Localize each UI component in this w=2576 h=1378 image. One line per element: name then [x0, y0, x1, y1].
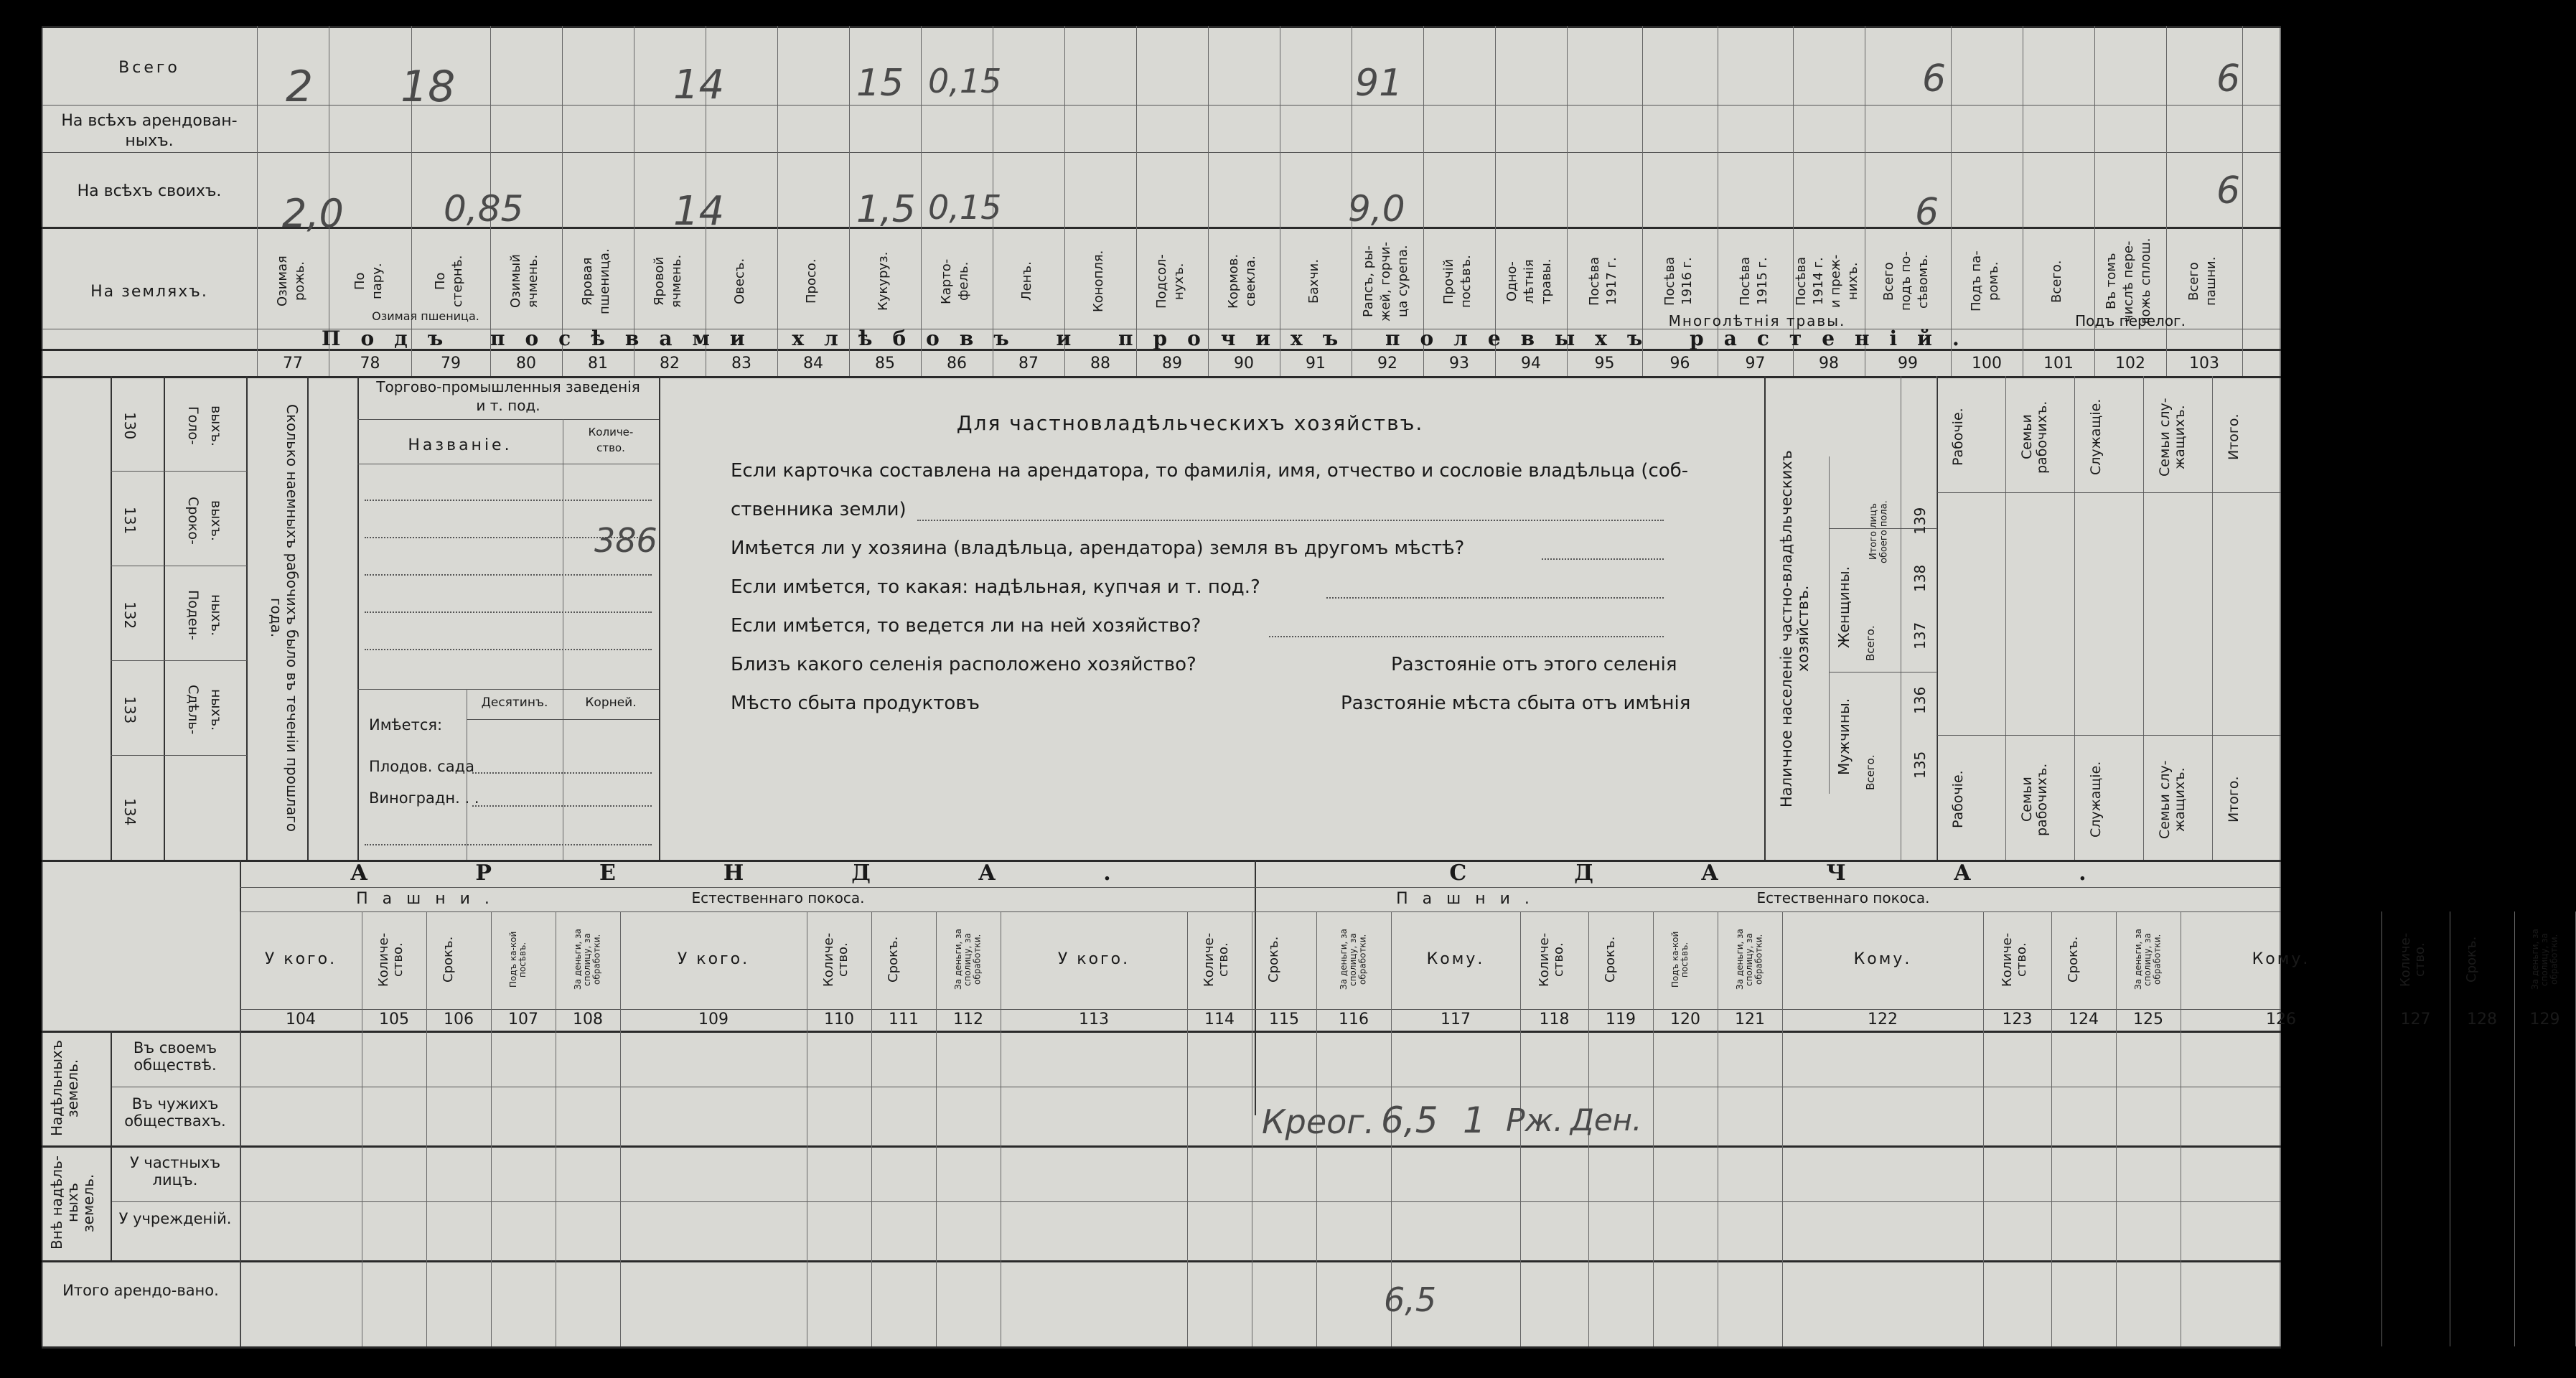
column-rule [1782, 911, 1783, 1346]
dotted-line [472, 805, 652, 807]
lease-col-116-num: 116 [1339, 1011, 1369, 1028]
column-rule [921, 26, 922, 376]
rule [240, 887, 2281, 888]
crop-col-81-label: Яровая [580, 257, 595, 306]
lease-col-121-num: 121 [1735, 1011, 1765, 1028]
crop-col-81-num: 81 [588, 355, 608, 372]
q1: Если карточка составлена на арендатора, то фамилiя, имя, отчество и сословiе владѣльца (соб- [731, 460, 1689, 482]
lease-col-122-label: Кому. [1853, 950, 1912, 968]
rule [1936, 492, 2281, 493]
col-133-label-1: Сдѣль- [184, 685, 201, 735]
column-rule [257, 26, 258, 376]
hand-svoikh-79: 0,85 [444, 188, 524, 230]
hand-total: 6,5 [1384, 1280, 1437, 1319]
row-itogo: Итого арендо-вано. [62, 1282, 219, 1299]
column-rule [1983, 911, 1984, 1346]
crop-col-89-label: нухъ. [1171, 263, 1186, 300]
pop-right-col-0-bottom: Рабочiе. [1950, 770, 1966, 829]
rule [357, 419, 659, 420]
crop-col-92-num: 92 [1377, 355, 1397, 372]
crop-col-82-label: ячмень. [669, 254, 684, 309]
hand-svoikh-82: 14 [673, 188, 725, 235]
crop-col-102-num: 102 [2115, 355, 2145, 372]
crop-col-95-num: 95 [1594, 355, 1615, 372]
hand-trade: 386 [594, 521, 657, 560]
hand-vsego-82: 14 [673, 62, 725, 108]
col-133-label-2: ныхъ. [207, 688, 224, 731]
column-rule [2143, 376, 2144, 860]
lease-col-128-num: 128 [2467, 1011, 2497, 1028]
women-vsego: Всего. [1864, 625, 1877, 661]
crop-col-99-num: 99 [1898, 355, 1918, 372]
hand-svoikh-85: 1,5 [856, 188, 916, 231]
men-label: Мужчины. [1835, 698, 1853, 775]
pop-right-col-0-top: Рабочiе. [1950, 408, 1966, 467]
crop-col-90-label: свекла. [1243, 256, 1258, 307]
crop-col-96-label: 1916 г. [1679, 257, 1695, 306]
lease-col-125-num: 125 [2133, 1011, 2163, 1028]
crop-col-80-label: Озимый [508, 254, 523, 309]
lease-col-127-label: Количе-ство. [2397, 932, 2427, 987]
workers-title: Сколько наемныхъ рабочихъ было въ теченiи прошлаго года. [268, 403, 301, 833]
itogo-obshego: Итого лицъ обоего пола. [1868, 500, 1890, 563]
row-u-chastnykh: У частныхъ лицъ. [129, 1154, 221, 1189]
column-rule [871, 911, 872, 1346]
lease-col-107-num: 107 [508, 1011, 538, 1028]
crop-col-98-label: 1914 г. [1811, 257, 1826, 306]
hand-vsego-86: 0,15 [928, 62, 1002, 100]
lease-col-114-num: 114 [1204, 1011, 1235, 1028]
hand-srok: 1 [1463, 1100, 1486, 1141]
column-rule [936, 911, 937, 1346]
crop-col-93-label: посѣвъ. [1458, 255, 1474, 308]
lease-col-106-label: Срокъ. [441, 936, 456, 983]
garden-label: Плодов. сада [369, 758, 474, 775]
row-v-chuzhikh: Въ чужихъ обществахъ. [124, 1095, 226, 1130]
lease-col-108-num: 108 [573, 1011, 603, 1028]
lease-col-119-label: Срокъ. [1603, 936, 1618, 983]
lease-col-116-label: За деньги, за сполицу, за обработки. [1339, 929, 1368, 990]
trade-qty-header-2: ство. [596, 441, 625, 454]
hand-vsego-78: 18 [401, 62, 456, 112]
col-130-label-2: выхъ. [207, 405, 224, 446]
crop-col-94-label: травы. [1539, 258, 1554, 304]
rule [111, 755, 247, 756]
lease-col-112-label: За деньги, за сполицу, за обработки. [953, 929, 983, 990]
mnogoletnie-label: Многолѣтнiя травы. [1668, 312, 1846, 329]
num-137: 137 [1911, 622, 1929, 650]
pop-right-col-1-bottom: Семьи рабочихъ. [2019, 763, 2050, 836]
population-right-cols [1936, 376, 2281, 860]
hand-vsego-99: 6 [1922, 57, 1947, 100]
hand-svoikh-99: 6 [1915, 191, 1939, 234]
crop-col-92-label: ца сурепа. [1395, 245, 1410, 318]
num-135: 135 [1911, 751, 1929, 779]
q4: Если имѣется, то ведется ли на ней хозяйство? [731, 615, 1202, 637]
column-rule [1567, 26, 1568, 376]
lease-col-115-num: 115 [1269, 1011, 1299, 1028]
pod-posevami-banner: Подъ посѣвами хлѣбовъ и прочихъ полевыхъ растенiй. [322, 327, 1980, 350]
row-u-uchrezh: У учрежденiй. [118, 1210, 232, 1227]
col-134-num: 134 [121, 797, 139, 826]
dotted-line [365, 844, 652, 845]
column-rule [1064, 26, 1065, 376]
crop-col-102-label: Въ томъ [2104, 253, 2119, 310]
crop-col-80-num: 80 [516, 355, 536, 372]
column-rule [2242, 26, 2243, 376]
row-vne-nadel: Внѣ надѣль-ныхъ земель. [48, 1156, 97, 1250]
korney-header: Корней. [585, 695, 637, 710]
crop-col-97-num: 97 [1745, 355, 1766, 372]
rule [111, 471, 247, 472]
arenda-banner: АРЕНДА. [350, 861, 1219, 886]
pop-right-col-1-top: Семьи рабочихъ. [2019, 400, 2050, 474]
crop-col-77-label: рожь. [292, 261, 307, 301]
col-132-label-2: ныхъ. [207, 594, 224, 637]
pop-right-col-2-top: Служащiе. [2088, 398, 2104, 476]
q1b: ственника земли) [731, 499, 907, 520]
column-rule [2381, 911, 2382, 1346]
crop-col-89-num: 89 [1162, 355, 1182, 372]
crop-col-88-num: 88 [1090, 355, 1110, 372]
trade-name-header: Названiе. [408, 436, 512, 454]
lease-col-104-num: 104 [286, 1011, 316, 1028]
hand-posev: Рж. [1506, 1102, 1564, 1139]
lease-col-112-num: 112 [953, 1011, 983, 1028]
lease-col-121-label: За деньги, за сполицу, за обработки. [1735, 929, 1764, 990]
pashni-sdacha: Пашни. [1396, 890, 1544, 908]
hand-svoikh-77: 2,0 [282, 191, 344, 236]
crop-col-99-label: сѣвомъ. [1916, 254, 1931, 309]
col-133-num: 133 [121, 695, 139, 724]
row-label-vsego: Всего [118, 59, 180, 77]
crop-col-101-num: 101 [2043, 355, 2074, 372]
crop-col-78-label: По [352, 272, 367, 291]
lease-col-110-label: Количе-ство. [821, 932, 851, 987]
col-130-num: 130 [121, 411, 139, 440]
lease-col-115-label: Срокъ. [1266, 936, 1281, 983]
crop-col-94-num: 94 [1521, 355, 1541, 372]
crop-col-86-label: Карто- [939, 258, 954, 304]
num-138: 138 [1911, 564, 1929, 593]
lease-col-109-num: 109 [698, 1011, 729, 1028]
crop-col-99-label: Всего [1881, 262, 1896, 301]
hand-vsego-85: 15 [856, 62, 904, 105]
dotted-line [1542, 558, 1664, 560]
crop-col-82-label: Яровой [652, 256, 667, 306]
crop-col-94-label: лѣтнiя [1522, 259, 1537, 304]
lease-col-125-label: За деньги, за сполицу, за обработки. [2133, 929, 2163, 990]
rule [1936, 735, 2281, 736]
row-nadel: Надѣльныхъ земель. [48, 1040, 81, 1136]
crop-col-78-label: пару. [369, 263, 385, 300]
q5b: Разстоянiе отъ этого селенiя [1391, 654, 1677, 675]
crop-col-88-label: Конопля. [1091, 250, 1106, 313]
pop-right-col-4-top: Итого. [2226, 413, 2242, 461]
crop-col-102-label: ложь сплош. [2138, 238, 2153, 325]
hand-vsego-103: 6 [2216, 57, 2241, 100]
crop-col-98-label: и преж- [1828, 254, 1843, 309]
row-label-arend-1: На всѣхъ арендован- [61, 112, 238, 130]
pod-perelog-label: Подъ перелог. [2075, 312, 2186, 329]
rule [467, 719, 659, 720]
crop-col-96-num: 96 [1669, 355, 1690, 372]
dotted-line [365, 649, 652, 650]
desyatin-header: Десятинъ. [481, 695, 548, 710]
men-vsego: Всего. [1864, 754, 1877, 790]
column-rule [1423, 26, 1424, 376]
crop-col-90-label: Кормов. [1226, 253, 1241, 309]
dotted-line [472, 772, 652, 774]
ozimaya-pshenitsa-label: Озимая пшеница. [372, 309, 479, 323]
column-rule [491, 911, 492, 1346]
pop-right-col-2-bottom: Служащiе. [2088, 761, 2104, 838]
crop-col-95-label: Посѣва [1586, 256, 1602, 306]
column-rule [1136, 26, 1137, 376]
lease-col-129-label: За деньги, за сполицу, за обработки. [2529, 929, 2559, 990]
crop-col-83-label: Овесъ. [732, 258, 747, 305]
column-rule [620, 911, 621, 1346]
lease-col-105-num: 105 [379, 1011, 409, 1028]
column-rule [1208, 26, 1209, 376]
column-rule [777, 26, 778, 376]
hand-komu: Креог. [1262, 1102, 1375, 1141]
vineyard-label: Виноградн. . . [369, 789, 479, 807]
q6: Мѣсто сбыта продуктовъ [731, 693, 980, 714]
pop-right-col-4-bottom: Итого. [2226, 776, 2242, 823]
rule [1764, 376, 1766, 860]
lease-col-110-num: 110 [824, 1011, 854, 1028]
rule [111, 660, 247, 661]
hand-svoikh-91: 9,0 [1348, 188, 1405, 230]
census-card [42, 26, 2560, 1348]
col-131-num: 131 [121, 506, 139, 535]
col-131-label-1: Сроко- [184, 496, 201, 545]
crop-col-93-num: 93 [1449, 355, 1469, 372]
private-estate-block [659, 383, 1721, 878]
column-rule [426, 911, 427, 1346]
rule [164, 376, 165, 860]
lease-col-117-label: Кому. [1426, 950, 1485, 968]
crop-col-92-label: Рапсъ, ры- [1361, 245, 1376, 317]
lease-col-126-label: Кому. [2252, 950, 2310, 968]
lease-col-123-label: Количе-ство. [1999, 932, 2029, 987]
num-139: 139 [1911, 507, 1929, 535]
column-rule [2051, 911, 2052, 1346]
crop-columns [257, 26, 2281, 376]
lease-col-124-num: 124 [2069, 1011, 2099, 1028]
lease-col-127-num: 127 [2400, 1011, 2431, 1028]
col-132-num: 132 [121, 601, 139, 629]
crop-col-103-num: 103 [2189, 355, 2219, 372]
num-136: 136 [1911, 686, 1929, 715]
q2: Имѣется ли у хозяина (владѣльца, арендатора) земля въ другомъ мѣстѣ? [731, 538, 1465, 559]
hand-den: Ден. [1570, 1102, 1642, 1138]
lease-col-106-num: 106 [444, 1011, 474, 1028]
rule [1829, 456, 1830, 794]
crop-col-91-num: 91 [1306, 355, 1326, 372]
hand-svoikh-86: 0,15 [928, 188, 1002, 227]
hand-svoikh-103: 6 [2216, 169, 2241, 212]
lease-col-107-label: Подъ ка-кой посѣвъ. [508, 931, 528, 988]
population-title: Наличное населенiе частно-владѣльческихъ хозяйствъ. [1778, 450, 1812, 807]
lease-col-118-label: Количе-ство. [1536, 932, 1566, 987]
column-rule [2116, 911, 2117, 1346]
lease-col-126-num: 126 [2266, 1011, 2296, 1028]
crop-col-98-label: Посѣва [1794, 256, 1809, 306]
women-label: Женщины. [1835, 566, 1853, 648]
crop-col-89-label: Подсол- [1154, 254, 1169, 309]
has-label: Имѣется: [369, 716, 443, 733]
row-label-svoikh: На всѣхъ своихъ. [77, 182, 222, 200]
crop-col-79-label: По [433, 272, 448, 291]
crop-col-103-label: пашни. [2203, 256, 2219, 306]
crop-col-81-label: пшеница. [597, 248, 612, 314]
row-v-svoem: Въ своемъ обществѣ. [133, 1039, 217, 1074]
row-label-na-zemlyakh: На земляхъ. [90, 283, 208, 301]
crop-col-92-label: жей, горчи- [1378, 241, 1393, 322]
column-rule [849, 26, 850, 376]
col-130-label-1: Голо- [184, 406, 201, 445]
column-rule [562, 26, 563, 376]
crop-col-96-label: Посѣва [1662, 256, 1677, 306]
crop-col-90-num: 90 [1234, 355, 1254, 372]
lease-col-124-label: Срокъ. [2066, 936, 2081, 983]
lease-columns [240, 911, 2560, 1346]
dotted-line [1269, 636, 1664, 637]
crop-col-94-label: Одно- [1504, 261, 1519, 301]
lease-col-118-num: 118 [1539, 1011, 1570, 1028]
crop-col-97-label: 1915 г. [1754, 257, 1770, 306]
lease-col-123-num: 123 [2002, 1011, 2033, 1028]
crop-col-91-label: Бахчи. [1306, 258, 1321, 304]
crop-col-79-num: 79 [441, 355, 461, 372]
col-132-label-1: Поден- [184, 589, 201, 641]
crop-col-84-label: Просо. [804, 258, 819, 304]
crop-col-86-label: фель. [956, 261, 971, 301]
pokos-sdacha: Естественнаго покоса. [1756, 889, 1930, 906]
lease-col-111-label: Срокъ. [886, 936, 901, 983]
dotted-line [365, 500, 652, 501]
lease-col-129-num: 129 [2529, 1011, 2560, 1028]
pokos-arenda: Естественнаго покоса. [691, 889, 865, 906]
lease-col-120-label: Подъ ка-кой посѣвъ. [1670, 931, 1690, 988]
trade-title-1: Торгово-промышленныя заведенiя [376, 378, 640, 395]
crop-col-100-label: Подъ па- [1969, 250, 1984, 312]
lease-col-117-num: 117 [1441, 1011, 1471, 1028]
row-label-arend-2: ныхъ. [125, 132, 174, 150]
column-rule [2005, 376, 2006, 860]
rule [357, 689, 659, 690]
trade-qty-header-1: Количе- [588, 426, 634, 439]
crop-col-93-label: Прочiй [1441, 258, 1456, 304]
crop-col-86-num: 86 [947, 355, 967, 372]
crop-col-83-num: 83 [731, 355, 751, 372]
crop-col-77-label: Озимая [275, 256, 290, 307]
lease-col-122-num: 122 [1868, 1011, 1898, 1028]
column-rule [1936, 376, 1937, 860]
crop-col-98-label: нихъ. [1845, 262, 1860, 301]
dotted-line [1326, 597, 1664, 599]
column-rule [1187, 911, 1188, 1346]
pop-right-col-3-bottom: Семьи слу-жащихъ. [2157, 760, 2188, 839]
rule [246, 376, 248, 860]
hand-vsego-77: 2 [286, 62, 314, 112]
column-rule [2212, 376, 2213, 860]
rule [307, 376, 309, 860]
rule [111, 376, 112, 860]
crop-col-77-num: 77 [283, 355, 303, 372]
crop-col-85-num: 85 [875, 355, 895, 372]
crop-col-99-label: подъ по- [1898, 251, 1914, 311]
crop-col-98-num: 98 [1819, 355, 1839, 372]
crop-col-84-num: 84 [803, 355, 823, 372]
column-rule [2514, 911, 2515, 1346]
crop-col-100-label: ромъ. [1986, 261, 2001, 301]
crop-col-102-label: числѣ пере- [2121, 240, 2136, 322]
col-131-label-2: выхъ. [207, 500, 224, 541]
private-title: Для частновладѣльческихъ хозяйствъ. [956, 411, 1424, 435]
q5: Близъ какого селенiя расположено хозяйство? [731, 654, 1196, 675]
lease-col-105-label: Количе-ство. [376, 932, 406, 987]
hand-qty: 6,5 [1381, 1100, 1438, 1141]
lease-col-109-label: У кого. [677, 950, 750, 968]
crop-col-80-label: ячмень. [525, 254, 540, 309]
pop-right-col-3-top: Семьи слу-жащихъ. [2157, 398, 2188, 477]
crop-col-95-label: 1917 г. [1603, 257, 1619, 306]
sdacha-banner: СДАЧА. [1449, 861, 2194, 886]
trade-title-2: и т. под. [476, 397, 540, 414]
lease-col-111-num: 111 [889, 1011, 919, 1028]
rule [42, 1346, 2281, 1349]
lease-col-113-num: 113 [1079, 1011, 1109, 1028]
crop-col-100-num: 100 [1972, 355, 2002, 372]
column-rule [2074, 376, 2075, 860]
lease-col-104-label: У кого. [264, 950, 337, 968]
crop-col-87-num: 87 [1018, 355, 1039, 372]
lease-col-114-label: Количе-ство. [1202, 932, 1231, 987]
q3: Если имѣется, то какая: надѣльная, купчая и т. под.? [731, 576, 1260, 598]
lease-col-108-label: За деньги, за сполицу, за обработки. [573, 929, 602, 990]
hand-vsego-91: 91 [1355, 62, 1403, 105]
dotted-line [917, 520, 1664, 521]
crop-col-85-label: Кукуруз. [876, 251, 891, 311]
lease-col-128-label: Срокъ. [2464, 936, 2479, 983]
column-rule [1951, 26, 1952, 376]
crop-col-97-label: Посѣва [1737, 256, 1753, 306]
crop-col-87-label: Ленъ. [1019, 261, 1034, 301]
column-rule [1495, 26, 1496, 376]
crop-col-103-label: Всего [2186, 262, 2201, 301]
lease-col-113-label: У кого. [1057, 950, 1130, 968]
pashni-arenda: Пашни. [356, 890, 504, 908]
crop-col-79-label: стернѣ. [450, 255, 465, 308]
lease-col-120-num: 120 [1670, 1011, 1700, 1028]
column-rule [1653, 911, 1654, 1346]
dotted-line [365, 611, 652, 613]
q6b: Разстоянiе мѣста сбыта отъ имѣнiя [1341, 693, 1691, 714]
crop-col-101-label: Всего. [2049, 260, 2064, 303]
crop-col-78-num: 78 [360, 355, 380, 372]
dotted-line [365, 574, 652, 576]
crop-col-82-num: 82 [660, 355, 680, 372]
lease-col-119-num: 119 [1606, 1011, 1636, 1028]
